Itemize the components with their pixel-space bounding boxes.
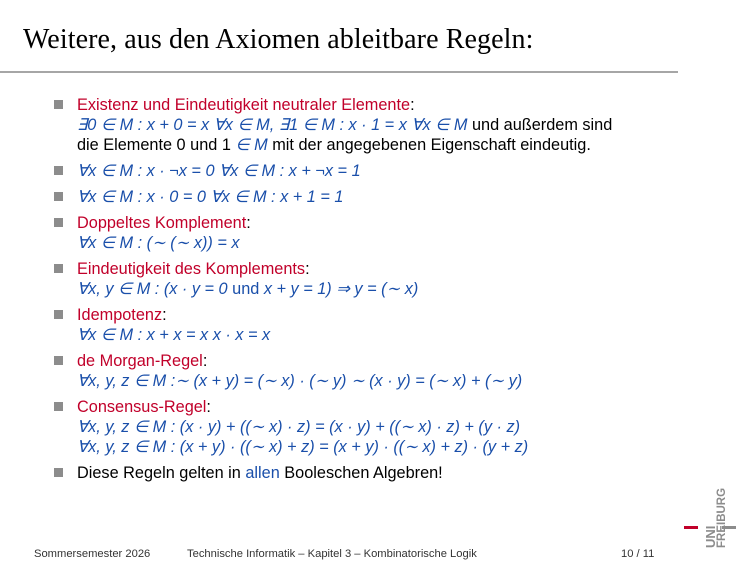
logo-uni-text: UNI — [703, 525, 718, 548]
formula-consensus-1: ∀x, y, z ∈ M : (x · y) + ((∼ x) · z) = (x · y) + ((∼ x) · z) + (y · z) — [77, 418, 521, 436]
list-item-consensus — [54, 397, 694, 457]
list-item-de-morgan — [54, 351, 694, 391]
list-item-neutral-elements — [54, 95, 694, 155]
formula-unique-complement-b: x + y = 1) ⇒ y = (∼ x) — [263, 280, 419, 298]
list-item-idempotence — [54, 305, 694, 345]
heading-colon: : — [410, 96, 415, 114]
bullet-square-icon — [54, 192, 63, 201]
list-item-conclusion — [54, 463, 694, 483]
slide-title: Weitere, aus den Axiomen ableitbare Regeln: — [23, 24, 534, 55]
footer-course-title: Technische Informatik – Kapitel 3 – Kombinatorische Logik — [187, 548, 477, 560]
item-text: die Elemente 0 und 1 — [77, 136, 231, 154]
uni-freiburg-logo-icon — [684, 482, 736, 548]
list-item-double-complement — [54, 213, 694, 253]
footer-semester: Sommersemester 2026 — [34, 548, 151, 560]
item-heading: de Morgan-Regel — [77, 352, 203, 370]
item-text: Diese Regeln gelten in — [77, 464, 241, 482]
highlight-word: allen — [245, 464, 280, 482]
list-item-unique-complement — [54, 259, 694, 299]
bullet-square-icon — [54, 468, 63, 477]
list-item-complement-rule — [54, 161, 694, 181]
bullet-square-icon — [54, 264, 63, 273]
formula-complement: ∀x ∈ M : x · ¬x = 0 ∀x ∈ M : x + ¬x = 1 — [77, 162, 361, 180]
bullet-square-icon — [54, 310, 63, 319]
formula-consensus-2: ∀x, y, z ∈ M : (x + y) · ((∼ x) + z) = (x + y) · ((∼ x) + z) · (y + z) — [77, 438, 529, 456]
formula-idempotence: ∀x ∈ M : x + x = x x · x = x — [77, 326, 271, 344]
heading-colon: : — [206, 398, 211, 416]
bullet-square-icon — [54, 100, 63, 109]
formula-unique-complement-a: ∀x, y ∈ M : (x · y = 0 — [77, 280, 228, 298]
formula-element-of-M: ∈ M — [235, 136, 268, 154]
formula-de-morgan: ∀x, y, z ∈ M :∼ (x + y) = (∼ x) · (∼ y) ∼ (x · y) = (∼ x) + (∼ y) — [77, 372, 523, 390]
item-heading: Consensus-Regel — [77, 398, 207, 416]
bullet-square-icon — [54, 166, 63, 175]
rules-list — [54, 95, 694, 489]
list-item-dominance-rule — [54, 187, 694, 207]
footer-page-number: 10 / 11 — [621, 548, 655, 560]
logo-freiburg-text: FREIBURG — [716, 487, 728, 548]
formula-double-complement: ∀x ∈ M : (∼ (∼ x)) = x — [77, 234, 240, 252]
heading-colon: : — [305, 260, 310, 278]
formula-neutral-elements: ∃0 ∈ M : x + 0 = x ∀x ∈ M, ∃1 ∈ M : x · 1 = x ∀x ∈ M — [77, 116, 468, 134]
heading-colon: : — [202, 352, 208, 370]
bullet-square-icon — [54, 356, 63, 365]
item-heading: Doppeltes Komplement — [77, 214, 247, 232]
heading-colon: : — [246, 214, 251, 232]
item-heading: Idempotenz — [77, 306, 163, 324]
item-heading: Eindeutigkeit des Komplements — [77, 260, 306, 278]
item-text: und außerdem sind — [471, 116, 613, 134]
item-text: mit der angegebenen Eigenschaft eindeutig. — [272, 136, 591, 154]
heading-colon: : — [162, 306, 167, 324]
formula-dominance: ∀x ∈ M : x · 0 = 0 ∀x ∈ M : x + 1 = 1 — [77, 188, 344, 206]
bullet-square-icon — [54, 402, 63, 411]
formula-word-und: und — [232, 280, 260, 298]
bullet-square-icon — [54, 218, 63, 227]
title-divider — [0, 71, 678, 73]
item-heading: Existenz und Eindeutigkeit neutraler Elemente — [77, 96, 411, 114]
item-text: Booleschen Algebren! — [284, 464, 443, 482]
